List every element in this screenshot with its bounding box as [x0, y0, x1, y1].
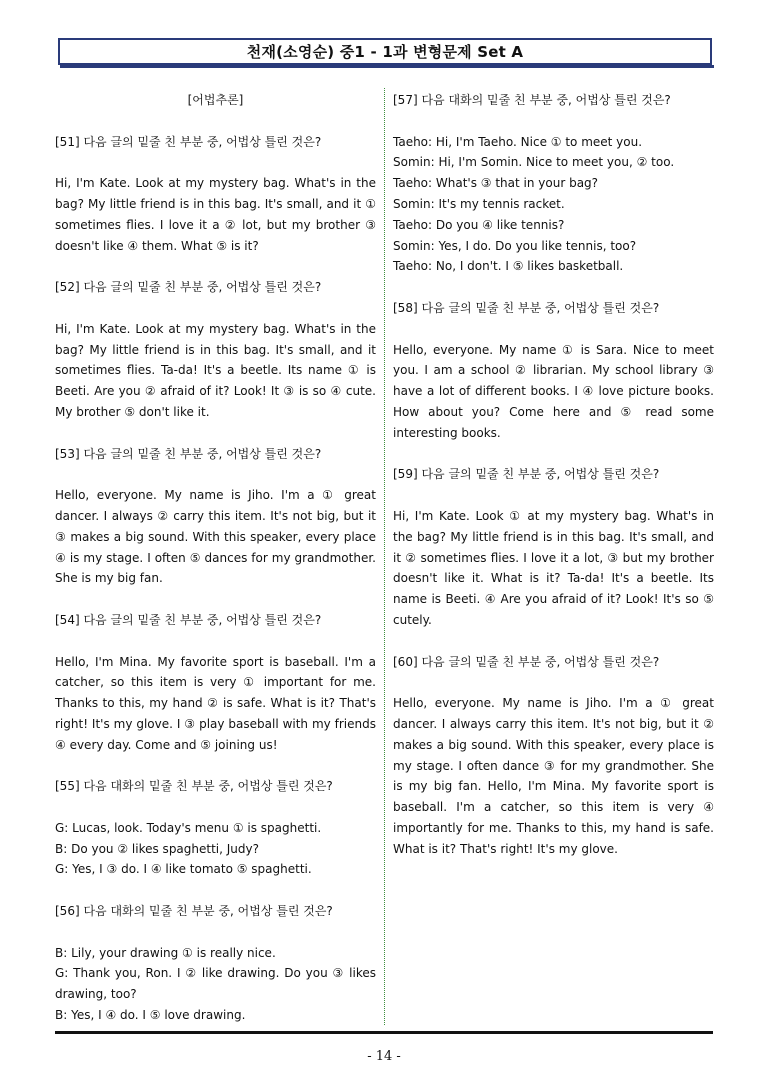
column-divider [384, 88, 385, 1025]
question-59-passage: Hi, I'm Kate. Look ① at my mystery bag. What's in the bag? My little friend is in this bag. It's small, and it ② sometimes flies. I love it a lot, ③ but my brother doesn't like it. What is it? Ta-da! It's a beetle. Its name is Beeti. ④ Are you afraid of it? Look! It's so ⑤ cutely. [393, 508, 714, 627]
question-59-prompt: [59] 다음 글의 밑줄 친 부분 중, 어법상 틀린 것은? [393, 467, 660, 482]
right-column [393, 90, 714, 859]
question-52-prompt: [52] 다음 글의 밑줄 친 부분 중, 어법상 틀린 것은? [55, 280, 322, 295]
section-title: [어법추론] [187, 93, 244, 107]
dialogue-line: Somin: Yes, I do. Do you like tennis, too? [393, 238, 637, 253]
question-51-passage: Hi, I'm Kate. Look at my mystery bag. What's in the bag? My little friend is in this bag. It's small, and it ① sometimes flies. I love it a ② lot, but my brother ③ doesn't like ④ them. What ⑤ is it? [55, 176, 376, 253]
dialogue-line: G: Yes, I ③ do. I ④ like tomato ⑤ spaghetti. [55, 862, 312, 877]
dialogue-line: B: Do you ② likes spaghetti, Judy? [55, 841, 259, 856]
question-58-prompt: [58] 다음 글의 밑줄 친 부분 중, 어법상 틀린 것은? [393, 300, 660, 315]
dialogue-line: Taeho: Hi, I'm Taeho. Nice ① to meet you. [393, 134, 643, 149]
header-shadow-bar [60, 65, 714, 68]
question-51-prompt: [51] 다음 글의 밑줄 친 부분 중, 어법상 틀린 것은? [55, 134, 322, 149]
dialogue-line: G: Thank you, Ron. I ② like drawing. Do you ③ likes drawing, too? [55, 966, 376, 1002]
question-60-prompt: [60] 다음 글의 밑줄 친 부분 중, 어법상 틀린 것은? [393, 654, 660, 669]
question-53-passage: Hello, everyone. My name is Jiho. I'm a ① great dancer. I always ② carry this item. It's not big, but it ③ makes a big sound. With this speaker, every place ④ is my stage. I often ⑤ dances for my grandmother. She is my big fan. [55, 488, 376, 586]
question-60-passage: Hello, everyone. My name is Jiho. I'm a ① great dancer. I always carry this item. It's not big, but it ② makes a big sound. With this speaker, every place is my stage. I often dance ③ for my grandmother. She is my big fan. Hello, I'm Mina. My favorite sport is baseball. I'm a catcher, so this item is very ④ importantly for me. Thanks to this, my hand is safe. What is it? That's right! It's my glove. [393, 696, 714, 856]
dialogue-line: B: Yes, I ④ do. I ⑤ love drawing. [55, 1008, 246, 1023]
dialogue-line: Somin: Hi, I'm Somin. Nice to meet you, ② too. [393, 155, 675, 170]
question-53-prompt: [53] 다음 글의 밑줄 친 부분 중, 어법상 틀린 것은? [55, 446, 322, 461]
footer-rule [55, 1031, 713, 1034]
question-56-prompt: [56] 다음 대화의 밑줄 친 부분 중, 어법상 틀린 것은? [55, 904, 333, 919]
page-title: 천재(소영순) 중1 - 1과 변형문제 Set A [246, 43, 524, 61]
page-number: - 14 - [367, 1049, 401, 1064]
dialogue-line: Taeho: What's ③ that in your bag? [393, 176, 599, 191]
question-57-prompt: [57] 다음 대화의 밑줄 친 부분 중, 어법상 틀린 것은? [393, 93, 671, 107]
dialogue-line: B: Lily, your drawing ① is really nice. [55, 945, 276, 960]
dialogue-line: Taeho: Do you ④ like tennis? [393, 217, 565, 232]
dialogue-line: Taeho: No, I don't. I ⑤ likes basketball. [393, 259, 624, 274]
dialogue-line: G: Lucas, look. Today's menu ① is spaghetti. [55, 820, 322, 835]
dialogue-line: Somin: It's my tennis racket. [393, 196, 565, 211]
left-column [55, 90, 376, 1026]
header-title-box [58, 38, 712, 65]
question-55-prompt: [55] 다음 대화의 밑줄 친 부분 중, 어법상 틀린 것은? [55, 779, 333, 794]
question-54-passage: Hello, I'm Mina. My favorite sport is baseball. I'm a catcher, so this item is very ① important for me. Thanks to this, my hand ② is safe. What is it? That's right! It's my glove. I ③ play baseball with my friends ④ every day. Come and ⑤ joining us! [55, 654, 376, 752]
question-54-prompt: [54] 다음 글의 밑줄 친 부분 중, 어법상 틀린 것은? [55, 612, 322, 627]
question-58-passage: Hello, everyone. My name ① is Sara. Nice to meet you. I am a school ② librarian. My school library ③ have a lot of different books. I ④ love picture books. How about you? Come here and ⑤ read some interesting books. [393, 342, 714, 440]
question-52-passage: Hi, I'm Kate. Look at my mystery bag. What's in the bag? My little friend is in this bag. It's small, and it sometimes flies. Ta-da! It's a beetle. Its name ① is Beeti. Are you ② afraid of it? Look! It ③ is so ④ cute. My brother ⑤ don't like it. [55, 321, 376, 419]
